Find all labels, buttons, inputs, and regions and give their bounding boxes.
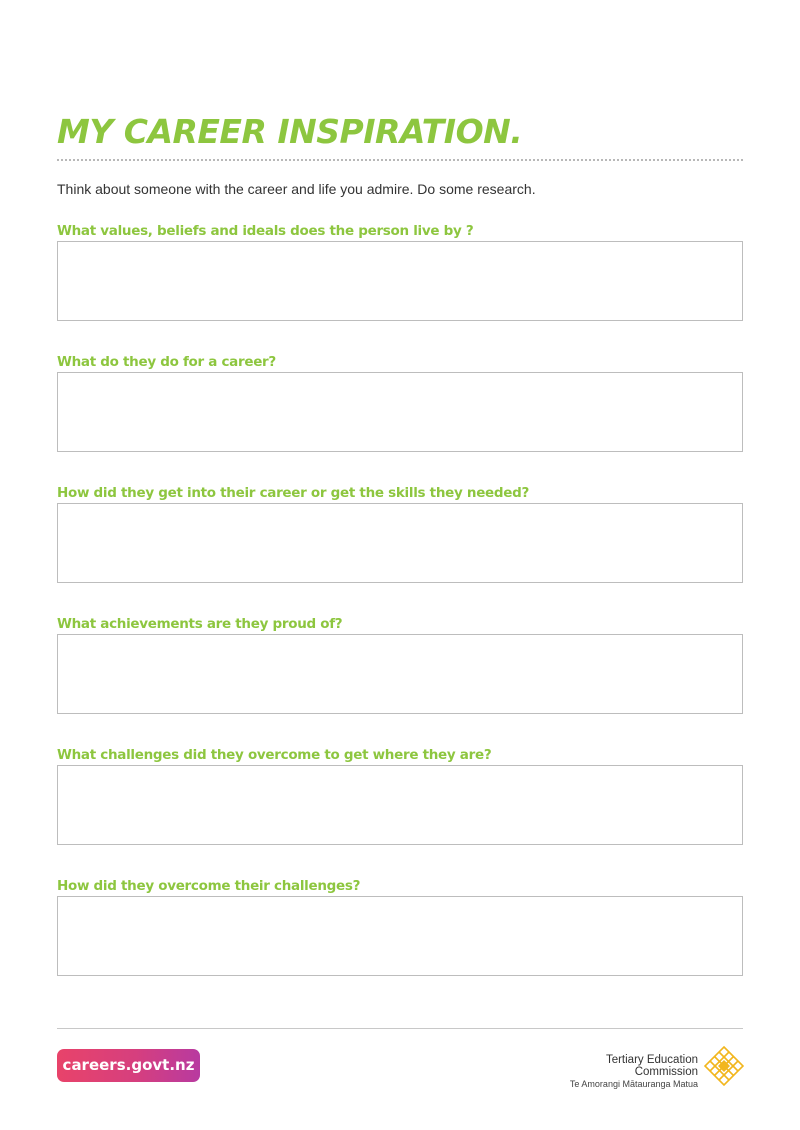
answer-overcome-box[interactable]: [57, 896, 743, 976]
intro-text: Think about someone with the career and life you admire. Do some research.: [57, 181, 536, 197]
question-skills-label: How did they get into their career or get the skills they needed?: [57, 485, 530, 501]
answer-skills-box[interactable]: [57, 503, 743, 583]
question-career-label: What do they do for a career?: [57, 354, 276, 370]
tec-name-line1: Tertiary Education: [605, 1054, 698, 1066]
answer-challenges-box[interactable]: [57, 765, 743, 845]
tec-name-line2: Commission: [634, 1066, 698, 1078]
tec-wordmark: [570, 1054, 698, 1090]
question-overcome-label: How did they overcome their challenges?: [57, 878, 361, 894]
page-title: MY CAREER INSPIRATION.: [57, 112, 523, 151]
answer-career-box[interactable]: [57, 372, 743, 452]
tec-maori-name: Te Amorangi Mātauranga Matua: [569, 1079, 698, 1089]
tec-diamond-logo-icon: [704, 1046, 744, 1086]
answer-achievements-box[interactable]: [57, 634, 743, 714]
question-challenges-label: What challenges did they overcome to get where they are?: [57, 747, 492, 763]
careers-website-link[interactable]: careers.govt.nz: [57, 1049, 200, 1082]
dotted-divider: [57, 159, 743, 161]
footer-divider: [57, 1028, 743, 1029]
question-achievements-label: What achievements are they proud of?: [57, 616, 343, 632]
question-values-label: What values, beliefs and ideals does the person live by ?: [57, 223, 474, 239]
answer-values-box[interactable]: [57, 241, 743, 321]
